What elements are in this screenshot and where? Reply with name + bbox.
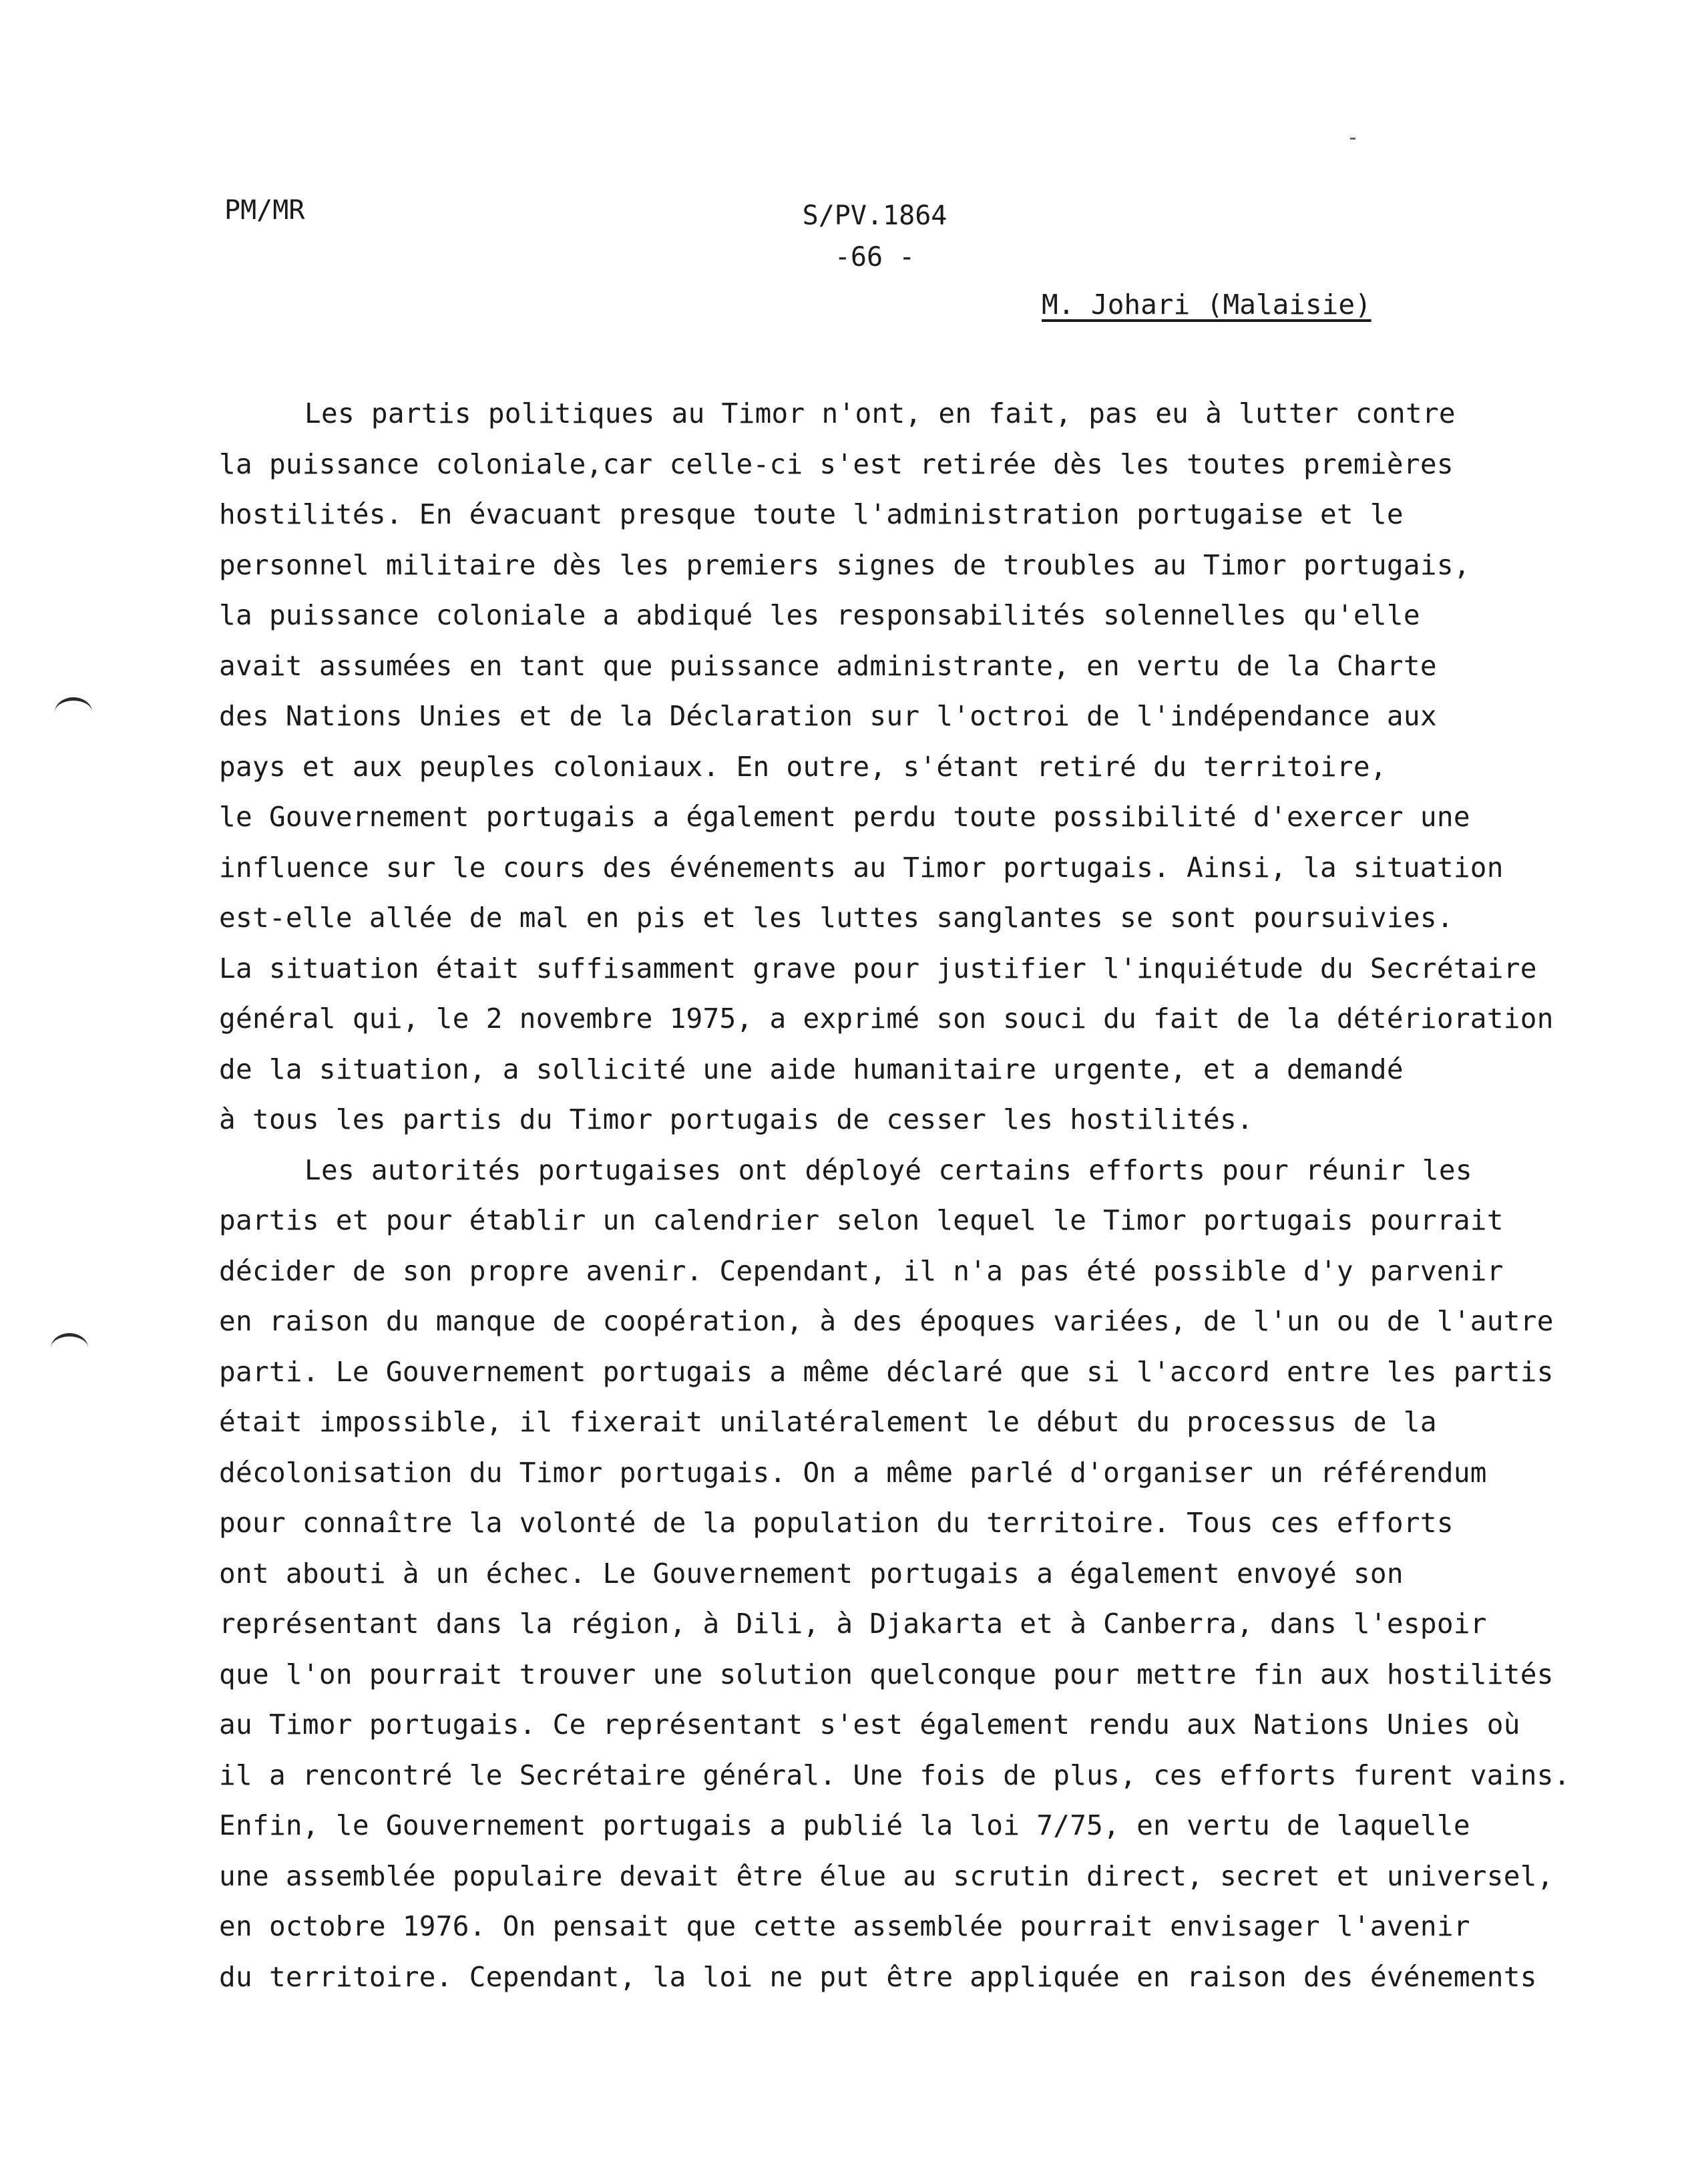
paragraph-line: en raison du manque de coopération, à des époques variées, de l'un ou de l'autre	[219, 1305, 1554, 1337]
paragraph-line: la puissance coloniale a abdiqué les responsabilités solennelles qu'elle	[219, 599, 1420, 631]
paragraph-line: de la situation, a sollicité une aide humanitaire urgente, et a demandé	[219, 1053, 1404, 1085]
paragraph-line: une assemblée populaire devait être élue au scrutin direct, secret et universel,	[219, 1859, 1554, 1892]
margin-hole-mark	[55, 697, 92, 727]
speaker-name: M. Johari (Malaisie)	[1042, 289, 1372, 321]
paragraph-line: général qui, le 2 novembre 1975, a exprimé son souci du fait de la détérioration	[219, 1003, 1554, 1035]
paragraph-line: La situation était suffisamment grave pour justifier l'inquiétude du Secrétaire	[219, 952, 1537, 984]
paragraph-line: le Gouvernement portugais a également perdu toute possibilité d'exercer une	[219, 801, 1470, 833]
paragraph-line: des Nations Unies et de la Déclaration sur l'octroi de l'indépendance aux	[219, 700, 1437, 732]
paragraph-line: représentant dans la région, à Dili, à Djakarta et à Canberra, dans l'espoir	[219, 1608, 1487, 1640]
paragraph-line: parti. Le Gouvernement portugais a même déclaré que si l'accord entre les partis	[219, 1355, 1554, 1388]
paragraph-line: du territoire. Cependant, la loi ne put être appliquée en raison des événements	[219, 1960, 1537, 1993]
paragraph-line: à tous les partis du Timor portugais de cesser les hostilités.	[219, 1103, 1254, 1135]
paragraph-line: partis et pour établir un calendrier selon lequel le Timor portugais pourrait	[219, 1204, 1504, 1236]
paragraph-line: décider de son propre avenir. Cependant, il n'a pas été possible d'y parvenir	[219, 1254, 1504, 1287]
paragraph-line: que l'on pourrait trouver une solution quelconque pour mettre fin aux hostilités	[219, 1658, 1554, 1690]
reference-code: PM/MR	[224, 195, 305, 226]
paragraph-line: Les partis politiques au Timor n'ont, en fait, pas eu à lutter contre	[304, 397, 1456, 429]
scan-speck	[1350, 138, 1355, 140]
paragraph-line: avait assumées en tant que puissance administrante, en vertu de la Charte	[219, 649, 1437, 682]
paragraph-line: était impossible, il fixerait unilatéralement le début du processus de la	[219, 1406, 1437, 1438]
paragraph-line: personnel militaire dès les premiers signes de troubles au Timor portugais,	[219, 548, 1470, 581]
paragraph-line: hostilités. En évacuant presque toute l'administration portugaise et le	[219, 498, 1404, 530]
paragraph-line: pour connaître la volonté de la population du territoire. Tous ces efforts	[219, 1507, 1454, 1539]
page-number: -66 -	[834, 242, 915, 272]
paragraph-line: au Timor portugais. Ce représentant s'est également rendu aux Nations Unies où	[219, 1708, 1520, 1741]
paragraph-line: ont abouti à un échec. Le Gouvernement portugais a également envoyé son	[219, 1557, 1404, 1590]
paragraph-line: la puissance coloniale,car celle-ci s'est retirée dès les toutes premières	[219, 447, 1454, 480]
paragraph-line: est-elle allée de mal en pis et les luttes sanglantes se sont poursuivies.	[219, 902, 1454, 934]
document-symbol: S/PV.1864	[802, 200, 947, 231]
paragraph-line: Enfin, le Gouvernement portugais a publié la loi 7/75, en vertu de laquelle	[219, 1809, 1470, 1841]
margin-hole-mark	[51, 1333, 88, 1363]
paragraph-line: influence sur le cours des événements au Timor portugais. Ainsi, la situation	[219, 851, 1504, 884]
body-text	[219, 389, 1608, 2002]
paragraph-line: il a rencontré le Secrétaire général. Une fois de plus, ces efforts furent vains.	[219, 1759, 1570, 1791]
paragraph-line: pays et aux peuples coloniaux. En outre, s'étant retiré du territoire,	[219, 750, 1387, 783]
document-header	[768, 195, 982, 278]
paragraph-line: décolonisation du Timor portugais. On a même parlé d'organiser un référendum	[219, 1456, 1487, 1489]
paragraph-line: en octobre 1976. On pensait que cette assemblée pourrait envisager l'avenir	[219, 1910, 1470, 1942]
paragraph-line: Les autorités portugaises ont déployé certains efforts pour réunir les	[304, 1153, 1472, 1186]
